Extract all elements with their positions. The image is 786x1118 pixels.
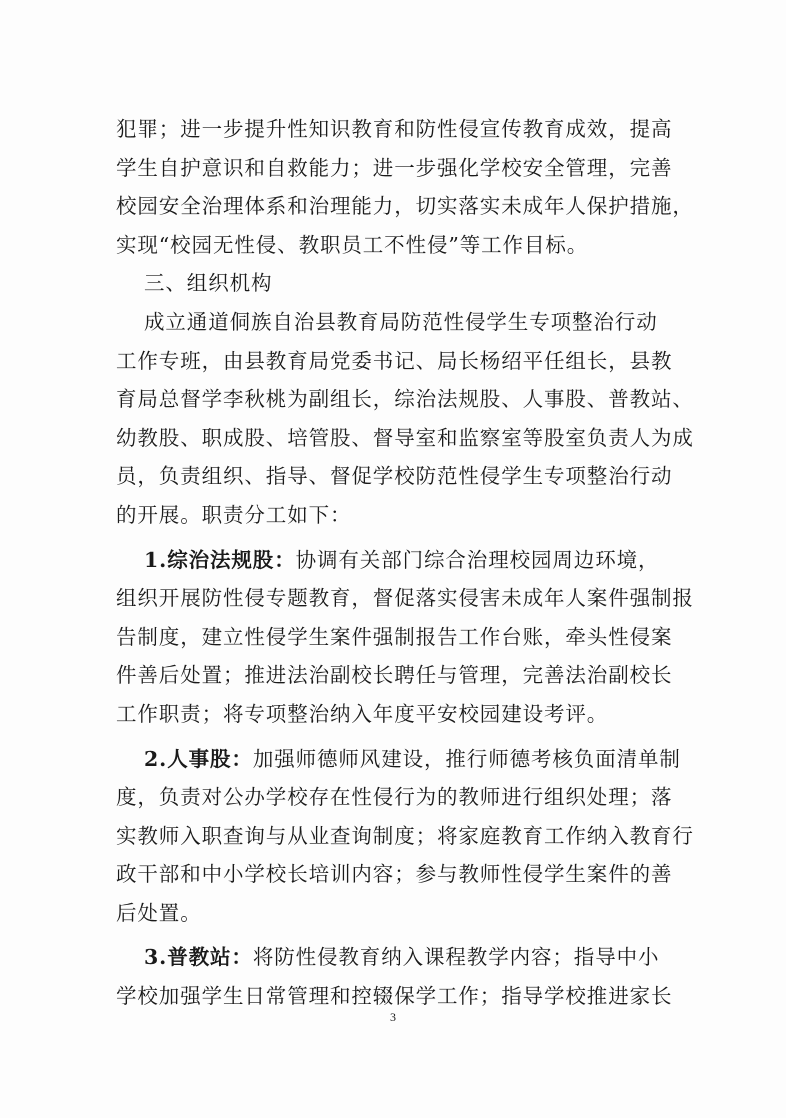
paragraph-line: 学校加强学生日常管理和控辍保学工作；指导学校推进家长 [116, 984, 673, 1009]
paragraph-line: 后处置。 [116, 900, 202, 925]
paragraph-line: 育局总督学李秋桃为副组长，综治法规股、人事股、普教站、 [116, 387, 694, 412]
paragraph-line: 件善后处置；推进法治副校长聘任与管理，完善法治副校长 [116, 663, 673, 688]
paragraph-line: 政干部和中小学校长培训内容；参与教师性侵学生案件的善 [116, 862, 673, 887]
paragraph-line: 员，负责组织、指导、督促学校防范性侵学生专项整治行动 [116, 464, 673, 489]
paragraph-line: 的开展。职责分工如下： [116, 502, 352, 527]
paragraph-line: 实教师入职查询与从业查询制度；将家庭教育工作纳入教育行 [116, 823, 694, 848]
paragraph-line: 校园安全治理体系和治理能力，切实落实未成年人保护措施， [116, 194, 694, 219]
paragraph-line: 工作职责；将专项整治纳入年度平安校园建设考评。 [116, 701, 609, 726]
document-body [116, 110, 694, 1016]
item-text: 协调有关部门综合治理校园周边环境， [295, 547, 660, 572]
section-heading: 三、组织机构 [144, 271, 273, 296]
item-label: 2.人事股： [144, 746, 253, 771]
item-label: 3.普教站： [144, 945, 253, 970]
item-label: 1.综治法规股： [144, 547, 296, 572]
item-first-line [116, 740, 681, 779]
item-text: 加强师德师风建设，推行师德考核负面清单制 [252, 746, 681, 771]
paragraph-line: 度，负责对公办学校存在性侵行为的教师进行组织处理；落 [116, 785, 673, 810]
item-first-line [116, 541, 676, 580]
paragraph-line: 成立通道侗族自治县教育局防范性侵学生专项整治行动 [144, 309, 658, 334]
paragraph-line: 实现“校园无性侵、教职员工不性侵”等工作目标。 [116, 232, 589, 257]
item-first-line [116, 938, 676, 977]
paragraph-line: 工作专班，由县教育局党委书记、局长杨绍平任组长，县教 [116, 348, 673, 373]
item-text: 将防性侵教育纳入课程教学内容；指导中小 [252, 945, 660, 970]
paragraph-line: 犯罪；进一步提升性知识教育和防性侵宣传教育成效，提高 [116, 117, 673, 141]
paragraph-line: 组织开展防性侵专题教育，督促落实侵害未成年人案件强制报 [116, 586, 694, 611]
paragraph-line: 告制度，建立性侵学生案件强制报告工作台账，牵头性侵案 [116, 624, 673, 649]
page-number: 3 [390, 1010, 396, 1024]
paragraph-line: 幼教股、职成股、培管股、督导室和监察室等股室负责人为成 [116, 425, 694, 450]
paragraph-line: 学生自护意识和自救能力；进一步强化学校安全管理，完善 [116, 155, 673, 180]
